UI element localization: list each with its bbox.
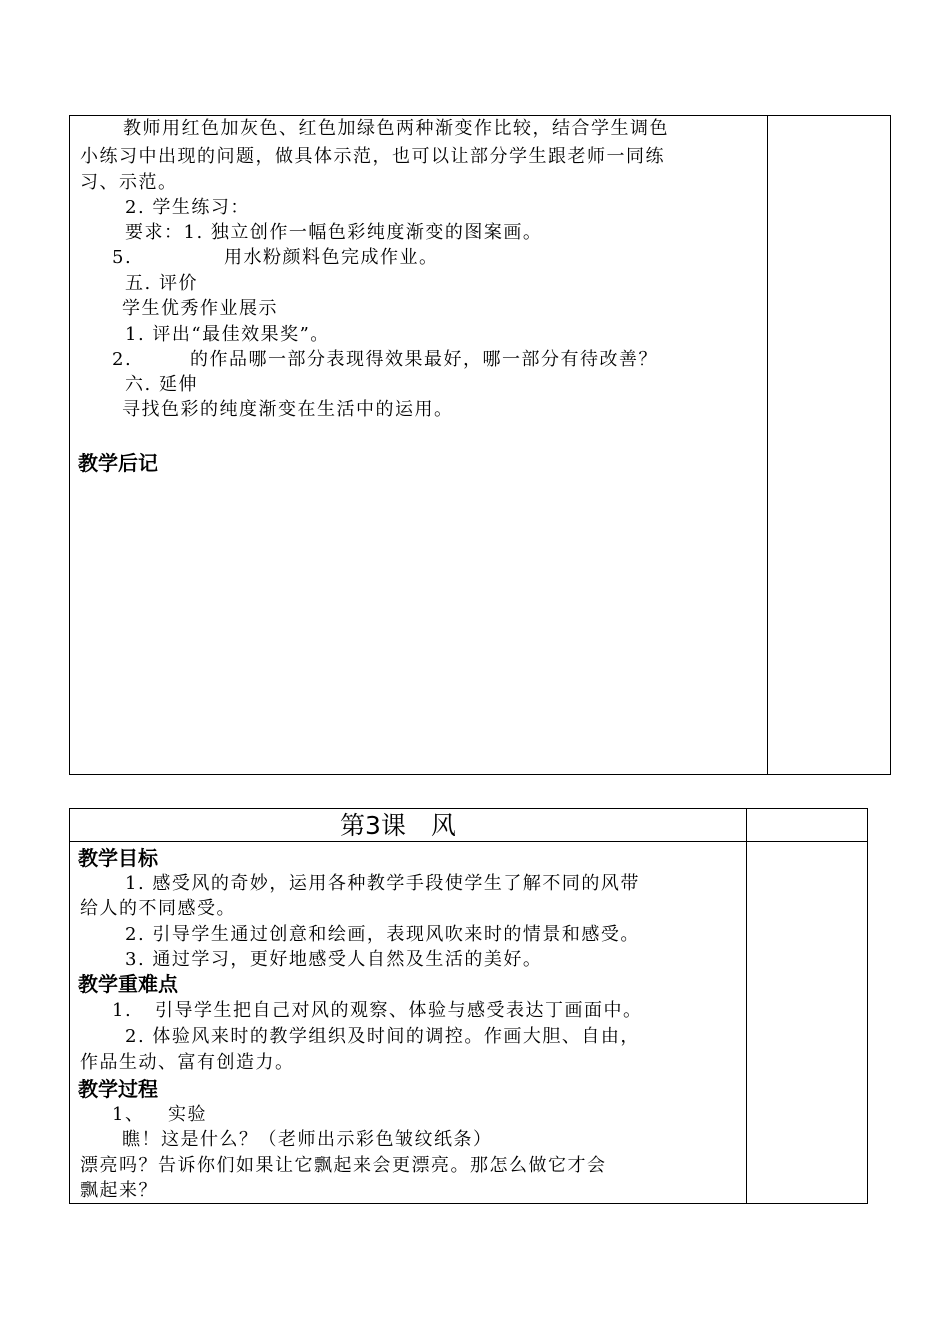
text-line: 六. 延伸: [125, 374, 198, 395]
text-line: 1. 评出“最佳效果奖”。: [125, 324, 330, 345]
text-line: 2. 学生练习：: [125, 197, 250, 218]
text-line: 2. 体验风来时的教学组织及时间的调控。作画大胆、自由，: [125, 1026, 640, 1047]
text-line: 引导学生把自己对风的观察、体验与感受表达丁画面中。: [155, 1000, 643, 1021]
text-line: 2.: [112, 349, 133, 370]
text-line: 五. 评价: [125, 273, 198, 294]
text-line: 要求：1. 独立创作一幅色彩纯度渐变的图案画。: [125, 222, 543, 243]
text-line: 给人的不同感受。: [80, 898, 236, 919]
text-line: 漂亮吗？告诉你们如果让它飘起来会更漂亮。那怎么做它才会: [80, 1155, 607, 1176]
text-line: 瞧！这是什么？（老师出示彩色皱纹纸条）: [122, 1129, 493, 1150]
text-line: 5.: [112, 247, 133, 268]
text-line: 1、: [112, 1104, 145, 1125]
lesson-title: 第3课 风: [340, 811, 456, 840]
text-line: 寻找色彩的纯度渐变在生活中的运用。: [122, 399, 454, 420]
text-line: 教师用红色加灰色、红色加绿色两种渐变作比较，结合学生调色: [123, 118, 669, 139]
text-line: 1.: [112, 1000, 133, 1021]
text-line: 学生优秀作业展示: [122, 298, 278, 319]
text-line: 飘起来？: [80, 1180, 158, 1201]
goals-heading: 教学目标: [78, 846, 158, 870]
text-line: 3. 通过学习，更好地感受人自然及生活的美好。: [125, 949, 543, 970]
table-1-column-divider: [767, 116, 768, 774]
text-line: 实验: [168, 1104, 207, 1125]
text-line: 作品生动、富有创造力。: [80, 1052, 295, 1073]
text-line: 2. 引导学生通过创意和绘画，表现风吹来时的情景和感受。: [125, 924, 640, 945]
key-points-heading: 教学重难点: [78, 972, 178, 996]
text-line: 习、示范。: [80, 172, 178, 193]
table-2-column-divider: [746, 809, 747, 1203]
text-line: 小练习中出现的问题，做具体示范，也可以让部分学生跟老师一同练: [80, 146, 665, 167]
title-row-divider: [70, 841, 867, 842]
text-line: 1. 感受风的奇妙，运用各种教学手段使学生了解不同的风带: [125, 873, 640, 894]
postscript-heading: 教学后记: [78, 451, 158, 475]
text-line: 用水粉颜料色完成作业。: [224, 247, 439, 268]
process-heading: 教学过程: [78, 1077, 158, 1101]
text-line: 的作品哪一部分表现得效果最好，哪一部分有待改善？: [190, 349, 658, 370]
